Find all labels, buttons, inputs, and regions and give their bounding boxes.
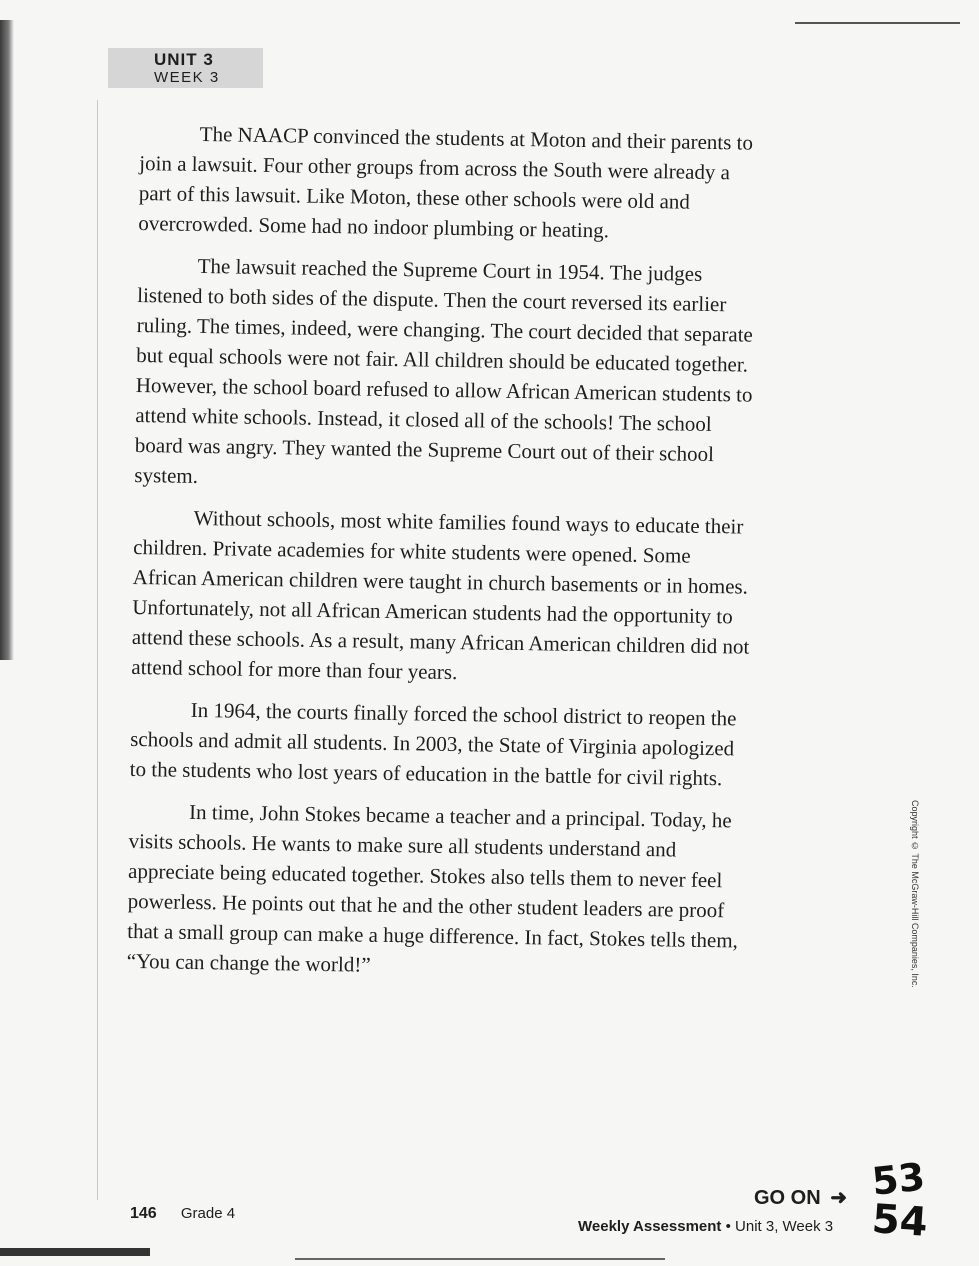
paragraph-4: In 1964, the courts finally forced the school district to reopen the schools and admit all students. In 2003, the State of Virginia apologized to the students who lost years of education in the battle for civil rights. [129,697,737,791]
scan-line-bottom-center [295,1258,665,1260]
footer-right [578,1218,833,1235]
assessment-detail: • Unit 3, Week 3 [725,1218,834,1235]
go-on-label: GO ON [754,1187,821,1209]
scan-line-bottom [0,1248,150,1256]
scan-edge-left [0,20,14,660]
copyright-notice: Copyright © The McGraw-Hill Companies, Inc. [910,800,920,988]
week-label: WEEK 3 [154,69,220,86]
article-body [126,118,765,998]
paragraph-3: Without schools, most white families found ways to educate their children. Private academies for white students were opened. Some African American children were taught in church basements or in homes. Unfortunately, not all African American students had the opportunity to attend these schools. As a result, many African American children did not attend school for more than four years. [131,505,750,685]
score-bottom: 54 [870,1196,930,1246]
unit-tab [108,48,263,88]
assessment-title: Weekly Assessment [578,1218,722,1235]
handwritten-score [869,1154,930,1246]
footer-left [130,1205,235,1223]
paragraph-5: In time, John Stokes became a teacher and a principal. Today, he visits schools. He wants to make sure all students understand and appreciate being educated together. Stokes also tells them to never feel powerless. He points out that he and the other student leaders are proof that a small group can make a huge difference. In fact, Stokes tells them, “You can change the world!” [126,799,739,977]
paragraph-1: The NAACP convinced the students at Moton and their parents to join a lawsuit. Four other groups from across the South were already a part of this lawsuit. Like Moton, these other schools were old and overcrowded. Some had no indoor plumbing or heating. [138,121,754,243]
go-on-indicator [754,1185,847,1210]
paragraph-2: The lawsuit reached the Supreme Court in 1954. The judges listened to both sides of the dispute. Then the court reversed its earlier ruling. The times, indeed, were changing. The court decided that separate but equal schools were not fair. All children should be educated together. However, the school board refused to allow African American students to attend white schools. Instead, it closed all of the schools! The school board was angry. They wanted the Supreme Court out of their school system. [134,253,754,488]
scan-line-top [795,22,960,24]
unit-label: UNIT 3 [154,50,214,69]
margin-rule [97,100,98,1200]
score-top: 53 [869,1154,928,1204]
grade-label: Grade 4 [180,1205,236,1222]
page-number: 146 [130,1205,157,1222]
arrow-right-icon: ➜ [830,1187,847,1209]
